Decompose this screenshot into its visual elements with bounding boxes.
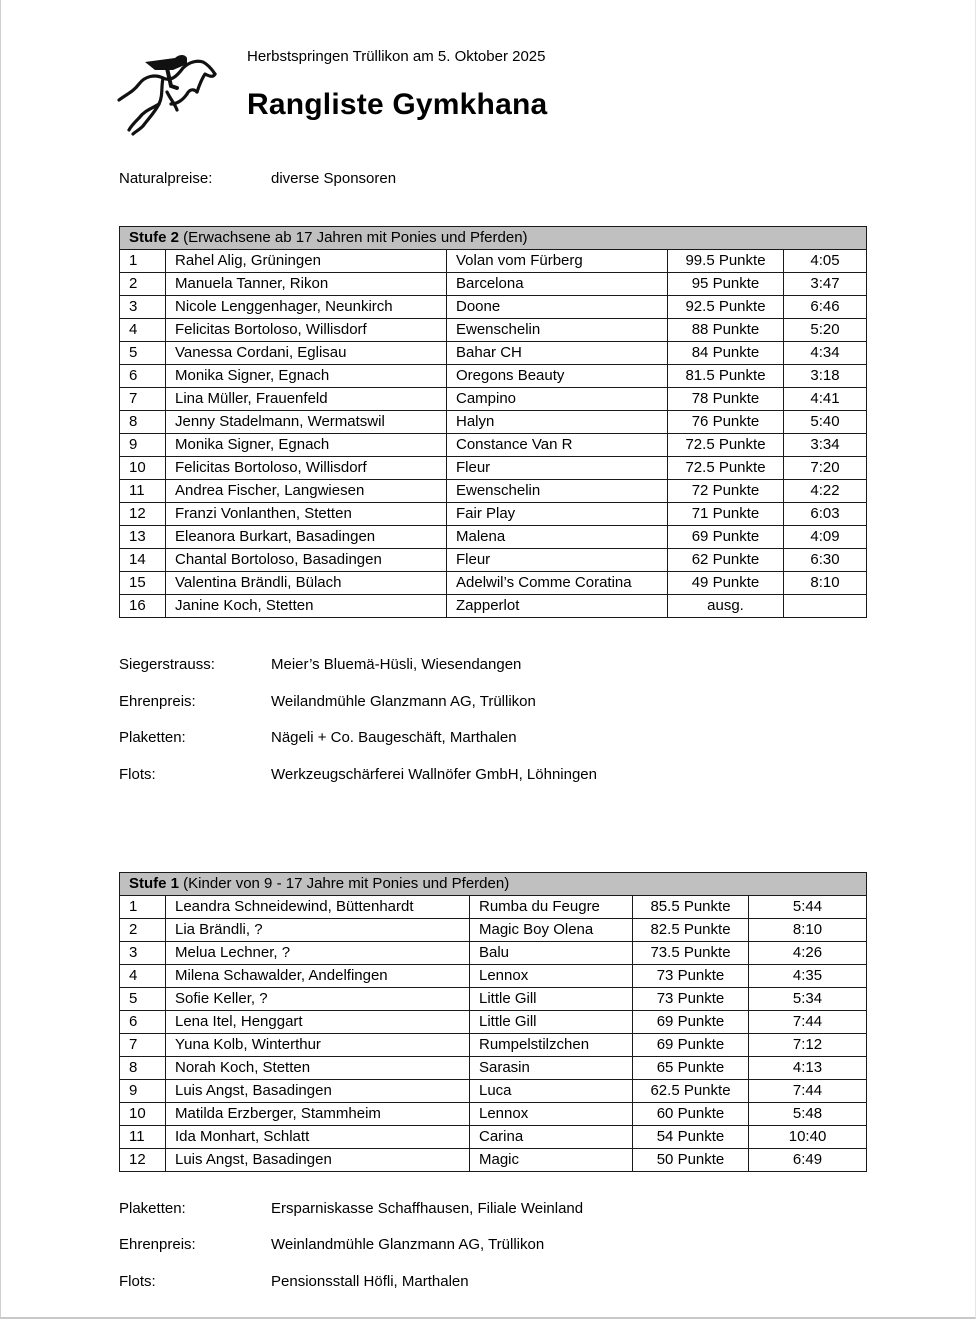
horse-jumping-icon [115, 48, 219, 136]
points-cell: 73.5 Punkte [633, 942, 749, 965]
points-cell: 72 Punkte [668, 480, 784, 503]
table-header [120, 227, 867, 250]
table-row [120, 342, 867, 365]
table-row [120, 250, 867, 273]
rider-cell: Chantal Bortoloso, Basadingen [166, 549, 447, 572]
rider-cell: Andrea Fischer, Langwiesen [166, 480, 447, 503]
rank-cell: 7 [120, 1034, 166, 1057]
table-row [120, 1034, 867, 1057]
horse-cell: Ewenschelin [447, 480, 668, 503]
rider-cell: Vanessa Cordani, Eglisau [166, 342, 447, 365]
rider-cell: Luis Angst, Basadingen [166, 1149, 470, 1172]
sponsor-line [119, 1236, 544, 1253]
table-row [120, 919, 867, 942]
sponsor-line [119, 656, 521, 673]
rank-cell: 15 [120, 572, 166, 595]
horse-cell: Barcelona [447, 273, 668, 296]
rider-cell: Manuela Tanner, Rikon [166, 273, 447, 296]
rider-cell: Lena Itel, Henggart [166, 1011, 470, 1034]
sponsor-value: Pensionsstall Höfli, Marthalen [271, 1273, 469, 1290]
table-row [120, 549, 867, 572]
table-row [120, 572, 867, 595]
rank-cell: 16 [120, 595, 166, 618]
points-cell: 81.5 Punkte [668, 365, 784, 388]
sponsor-label: Siegerstrauss: [119, 656, 215, 673]
points-cell: 71 Punkte [668, 503, 784, 526]
rider-cell: Sofie Keller, ? [166, 988, 470, 1011]
points-cell: 99.5 Punkte [668, 250, 784, 273]
rider-cell: Leandra Schneidewind, Büttenhardt [166, 896, 470, 919]
rider-cell: Melua Lechner, ? [166, 942, 470, 965]
rank-cell: 8 [120, 411, 166, 434]
rank-cell: 5 [120, 988, 166, 1011]
horse-cell: Oregons Beauty [447, 365, 668, 388]
points-cell: 72.5 Punkte [668, 457, 784, 480]
rank-cell: 1 [120, 896, 166, 919]
rank-cell: 8 [120, 1057, 166, 1080]
table-row [120, 1057, 867, 1080]
rider-cell: Nicole Lenggenhager, Neunkirch [166, 296, 447, 319]
sponsor-label: Plaketten: [119, 729, 186, 746]
time-cell: 3:34 [784, 434, 867, 457]
sponsor-line [119, 729, 517, 746]
points-cell: 72.5 Punkte [668, 434, 784, 457]
rider-cell: Janine Koch, Stetten [166, 595, 447, 618]
time-cell: 8:10 [749, 919, 867, 942]
horse-cell: Malena [447, 526, 668, 549]
horse-cell: Fleur [447, 549, 668, 572]
time-cell [784, 595, 867, 618]
horse-cell: Luca [470, 1080, 633, 1103]
points-cell: 82.5 Punkte [633, 919, 749, 942]
table-row [120, 1011, 867, 1034]
rider-cell: Luis Angst, Basadingen [166, 1080, 470, 1103]
horse-cell: Lennox [470, 965, 633, 988]
horse-cell: Volan vom Fürberg [447, 250, 668, 273]
time-cell: 7:20 [784, 457, 867, 480]
points-cell: 88 Punkte [668, 319, 784, 342]
rider-cell: Matilda Erzberger, Stammheim [166, 1103, 470, 1126]
time-cell: 4:26 [749, 942, 867, 965]
points-cell: 69 Punkte [633, 1034, 749, 1057]
time-cell: 3:18 [784, 365, 867, 388]
rider-cell: Ida Monhart, Schlatt [166, 1126, 470, 1149]
table-row [120, 434, 867, 457]
sponsor-value: Werkzeugschärferei Wallnöfer GmbH, Löhningen [271, 766, 597, 783]
rank-cell: 10 [120, 457, 166, 480]
rank-cell: 7 [120, 388, 166, 411]
sponsor-value: Meier’s Bluemä-Hüsli, Wiesendangen [271, 656, 522, 673]
rank-cell: 12 [120, 1149, 166, 1172]
horse-cell: Little Gill [470, 988, 633, 1011]
table-row [120, 1103, 867, 1126]
time-cell: 6:03 [784, 503, 867, 526]
rank-cell: 12 [120, 503, 166, 526]
sponsor-value: Nägeli + Co. Baugeschäft, Marthalen [271, 729, 517, 746]
sponsor-line [119, 1273, 469, 1290]
points-cell: 92.5 Punkte [668, 296, 784, 319]
table-row [120, 365, 867, 388]
time-cell: 4:05 [784, 250, 867, 273]
sponsor-label: Flots: [119, 1273, 156, 1290]
points-cell: 76 Punkte [668, 411, 784, 434]
rider-cell: Norah Koch, Stetten [166, 1057, 470, 1080]
points-cell: 69 Punkte [668, 526, 784, 549]
rider-cell: Valentina Brändli, Bülach [166, 572, 447, 595]
time-cell: 7:44 [749, 1080, 867, 1103]
sponsor-label: Plaketten: [119, 1200, 186, 1217]
horse-cell: Halyn [447, 411, 668, 434]
results-table-stufe-1 [119, 872, 867, 1172]
table-row [120, 1149, 867, 1172]
rank-cell: 6 [120, 365, 166, 388]
table-row [120, 1080, 867, 1103]
natural-prizes-line [119, 170, 396, 187]
time-cell: 4:35 [749, 965, 867, 988]
time-cell: 6:30 [784, 549, 867, 572]
table-row [120, 942, 867, 965]
sponsor-label: Ehrenpreis: [119, 1236, 196, 1253]
table-row [120, 1126, 867, 1149]
time-cell: 5:34 [749, 988, 867, 1011]
time-cell: 3:47 [784, 273, 867, 296]
time-cell: 10:40 [749, 1126, 867, 1149]
time-cell: 7:44 [749, 1011, 867, 1034]
sponsor-value: Ersparniskasse Schaffhausen, Filiale Weinland [271, 1200, 584, 1217]
horse-cell: Bahar CH [447, 342, 668, 365]
rank-cell: 3 [120, 296, 166, 319]
horse-cell: Sarasin [470, 1057, 633, 1080]
horse-cell: Magic [470, 1149, 633, 1172]
table-row [120, 411, 867, 434]
rider-cell: Jenny Stadelmann, Wermatswil [166, 411, 447, 434]
points-cell: 85.5 Punkte [633, 896, 749, 919]
points-cell: 54 Punkte [633, 1126, 749, 1149]
rider-cell: Felicitas Bortoloso, Willisdorf [166, 319, 447, 342]
horse-cell: Magic Boy Olena [470, 919, 633, 942]
rider-cell: Felicitas Bortoloso, Willisdorf [166, 457, 447, 480]
rank-cell: 4 [120, 319, 166, 342]
rank-cell: 9 [120, 434, 166, 457]
rank-cell: 13 [120, 526, 166, 549]
horse-cell: Carina [470, 1126, 633, 1149]
sponsor-label: Ehrenpreis: [119, 693, 196, 710]
time-cell: 4:13 [749, 1057, 867, 1080]
horse-cell: Zapperlot [447, 595, 668, 618]
time-cell: 6:49 [749, 1149, 867, 1172]
category-description: (Kinder von 9 - 17 Jahre mit Ponies und Pferden) [179, 875, 510, 892]
table-row [120, 319, 867, 342]
rank-cell: 4 [120, 965, 166, 988]
natural-prizes-label: Naturalpreise: [119, 170, 213, 187]
time-cell: 4:22 [784, 480, 867, 503]
points-cell: 62.5 Punkte [633, 1080, 749, 1103]
horse-cell: Rumpelstilzchen [470, 1034, 633, 1057]
rider-cell: Eleanora Burkart, Basadingen [166, 526, 447, 549]
table-row [120, 480, 867, 503]
rider-cell: Rahel Alig, Grüningen [166, 250, 447, 273]
points-cell: ausg. [668, 595, 784, 618]
horse-cell: Lennox [470, 1103, 633, 1126]
points-cell: 78 Punkte [668, 388, 784, 411]
points-cell: 49 Punkte [668, 572, 784, 595]
rank-cell: 2 [120, 919, 166, 942]
table-row [120, 296, 867, 319]
table-row [120, 457, 867, 480]
table-row [120, 896, 867, 919]
rank-cell: 9 [120, 1080, 166, 1103]
horse-cell: Ewenschelin [447, 319, 668, 342]
points-cell: 62 Punkte [668, 549, 784, 572]
time-cell: 4:09 [784, 526, 867, 549]
rank-cell: 6 [120, 1011, 166, 1034]
horse-cell: Balu [470, 942, 633, 965]
rider-cell: Yuna Kolb, Winterthur [166, 1034, 470, 1057]
rider-cell: Lia Brändli, ? [166, 919, 470, 942]
event-subtitle: Herbstspringen Trüllikon am 5. Oktober 2025 [247, 48, 546, 65]
table-header [120, 873, 867, 896]
time-cell: 5:20 [784, 319, 867, 342]
horse-cell: Campino [447, 388, 668, 411]
rank-cell: 3 [120, 942, 166, 965]
horse-cell: Fleur [447, 457, 668, 480]
rider-cell: Milena Schawalder, Andelfingen [166, 965, 470, 988]
natural-prizes-value: diverse Sponsoren [271, 170, 397, 187]
points-cell: 95 Punkte [668, 273, 784, 296]
horse-cell: Little Gill [470, 1011, 633, 1034]
rank-cell: 1 [120, 250, 166, 273]
sponsor-label: Flots: [119, 766, 156, 783]
points-cell: 65 Punkte [633, 1057, 749, 1080]
time-cell: 7:12 [749, 1034, 867, 1057]
rank-cell: 5 [120, 342, 166, 365]
horse-cell: Constance Van R [447, 434, 668, 457]
rank-cell: 11 [120, 1126, 166, 1149]
table-row [120, 595, 867, 618]
table-row [120, 526, 867, 549]
table-row [120, 965, 867, 988]
horse-cell: Doone [447, 296, 668, 319]
rider-cell: Monika Signer, Egnach [166, 434, 447, 457]
page-title: Rangliste Gymkhana [247, 88, 548, 121]
horse-cell: Fair Play [447, 503, 668, 526]
rank-cell: 10 [120, 1103, 166, 1126]
sponsor-line [119, 1200, 583, 1217]
time-cell: 5:44 [749, 896, 867, 919]
points-cell: 73 Punkte [633, 965, 749, 988]
sponsor-line [119, 693, 536, 710]
points-cell: 73 Punkte [633, 988, 749, 1011]
table-row [120, 273, 867, 296]
sponsor-line [119, 766, 597, 783]
table-row [120, 988, 867, 1011]
time-cell: 5:48 [749, 1103, 867, 1126]
points-cell: 84 Punkte [668, 342, 784, 365]
horse-cell: Rumba du Feugre [470, 896, 633, 919]
category-label: Stufe 1 [129, 875, 180, 892]
sponsor-value: Weilandmühle Glanzmann AG, Trüllikon [271, 693, 536, 710]
sponsor-value: Weinlandmühle Glanzmann AG, Trüllikon [271, 1236, 545, 1253]
time-cell: 4:34 [784, 342, 867, 365]
time-cell: 6:46 [784, 296, 867, 319]
rider-cell: Monika Signer, Egnach [166, 365, 447, 388]
horse-cell: Adelwil’s Comme Coratina [447, 572, 668, 595]
rider-cell: Lina Müller, Frauenfeld [166, 388, 447, 411]
points-cell: 50 Punkte [633, 1149, 749, 1172]
time-cell: 4:41 [784, 388, 867, 411]
time-cell: 5:40 [784, 411, 867, 434]
points-cell: 69 Punkte [633, 1011, 749, 1034]
rank-cell: 11 [120, 480, 166, 503]
results-table-stufe-2 [119, 226, 867, 618]
points-cell: 60 Punkte [633, 1103, 749, 1126]
category-description: (Erwachsene ab 17 Jahren mit Ponies und Pferden) [179, 229, 528, 246]
rank-cell: 14 [120, 549, 166, 572]
rider-cell: Franzi Vonlanthen, Stetten [166, 503, 447, 526]
time-cell: 8:10 [784, 572, 867, 595]
category-label: Stufe 2 [129, 229, 180, 246]
rank-cell: 2 [120, 273, 166, 296]
table-row [120, 388, 867, 411]
table-row [120, 503, 867, 526]
